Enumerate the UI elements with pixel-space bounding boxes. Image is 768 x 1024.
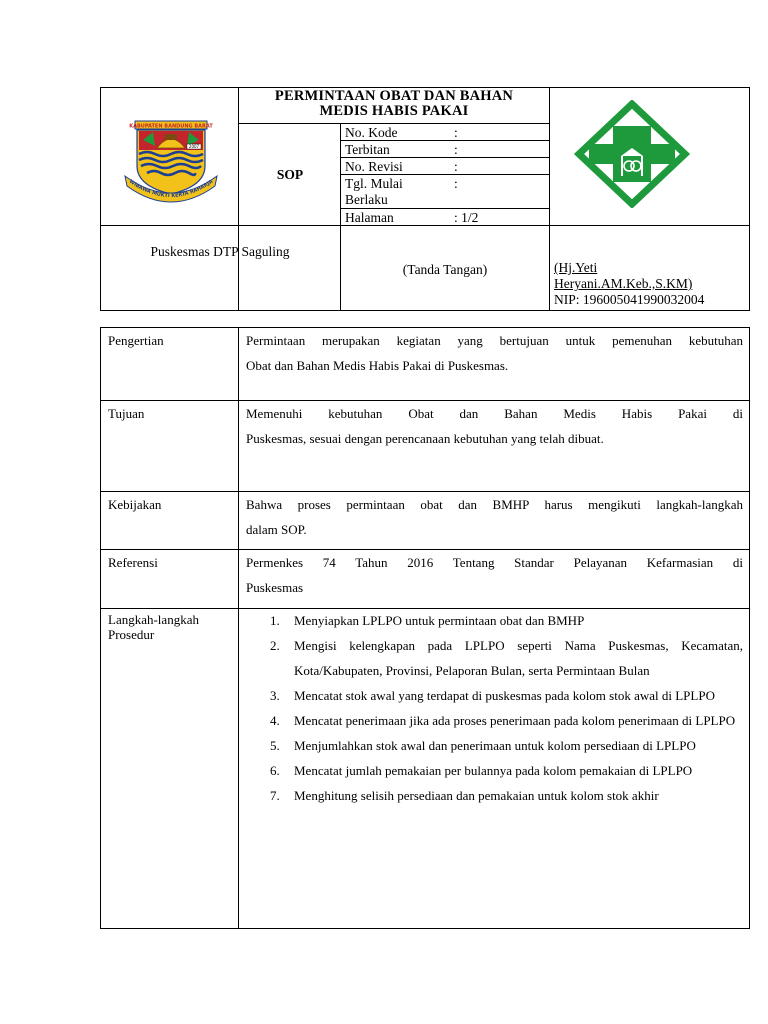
title-line-2: MEDIS HABIS PAKAI (319, 103, 469, 119)
section-text-tujuan (246, 401, 743, 451)
procedure-step (246, 633, 743, 683)
meta-row-terbitan (341, 142, 549, 157)
divider (340, 140, 549, 141)
step-text: Mencatat jumlah pemakaian per bulannya pada kolom pemakaian di LPLPO (294, 763, 693, 778)
text-line: Bahwa proses permintaan obat dan BMHP harus mengikuti langkah-langkah (246, 497, 743, 512)
seal-year: 2007 (188, 144, 200, 149)
section-text-pengertian (246, 328, 743, 378)
meta-label-line-2: Berlaku (345, 192, 388, 207)
text-line: Puskesmas (246, 580, 304, 595)
section-label-tujuan: Tujuan (108, 406, 145, 421)
signer-name-line-2: Heryani.AM.Keb.,S.KM) (554, 276, 693, 291)
divider (340, 174, 549, 175)
meta-label: No. Revisi (345, 159, 403, 174)
procedure-step (246, 608, 743, 633)
kabupaten-seal-logo (121, 118, 221, 208)
meta-label: Tgl. Mulai (345, 176, 403, 191)
puskesmas-logo (573, 100, 691, 208)
sop-header-table (100, 87, 750, 311)
divider (340, 208, 549, 209)
meta-value: : 1/2 (454, 210, 479, 225)
meta-row-no-revisi (341, 159, 549, 174)
meta-value: : (454, 142, 458, 157)
text-line: dalam SOP. (246, 522, 307, 537)
text-line: Permenkes 74 Tahun 2016 Tentang Standar Pelayanan Kefarmasian di (246, 555, 743, 570)
procedure-step (246, 758, 743, 783)
meta-value: : (454, 176, 458, 191)
step-number: 5. (270, 738, 280, 753)
seal-motto: WIBAWA MUKTI KERTA RAHARJA (127, 178, 215, 200)
divider (340, 157, 549, 158)
section-label-referensi: Referensi (108, 555, 158, 570)
signer-nip: NIP: 196005041990032004 (554, 292, 705, 307)
sop-content-table (100, 327, 750, 929)
title-line-1: PERMINTAAN OBAT DAN BAHAN (274, 88, 514, 104)
section-label-pengertian: Pengertian (108, 333, 164, 348)
step-text: Mengisi kelengkapan pada LPLPO seperti Nama Puskesmas, Kecamatan, Kota/Kabupaten, Provinsi, Pelaporan Bulan, serta Permintaan Bulan (294, 638, 743, 678)
seal-top-text: KABUPATEN BANDUNG BARAT (129, 123, 213, 130)
procedure-step (246, 783, 743, 808)
label-line: Prosedur (108, 627, 155, 642)
procedure-steps (246, 608, 743, 808)
text-line: Obat dan Bahan Medis Habis Pakai di Puskesmas. (246, 358, 509, 373)
label-line: Langkah-langkah (108, 612, 199, 627)
step-number: 6. (270, 763, 280, 778)
step-number: 3. (270, 688, 280, 703)
document-title (239, 88, 549, 119)
procedure-step (246, 683, 743, 708)
text-line: Permintaan merupakan kegiatan yang bertujuan untuk pemenuhan kebutuhan (246, 333, 743, 348)
step-text: Menyiapkan LPLPO untuk permintaan obat dan BMHP (294, 613, 585, 628)
meta-row-halaman (341, 210, 549, 225)
signer-name-line-1: (Hj.Yeti (554, 260, 598, 275)
step-number: 2. (270, 638, 280, 653)
step-number: 4. (270, 713, 280, 728)
step-text: Menghitung selisih persediaan dan pemakaian untuk kolom stok akhir (294, 788, 659, 803)
meta-label: Halaman (345, 210, 394, 225)
divider (549, 88, 550, 310)
step-number: 1. (270, 613, 280, 628)
meta-row-tgl-mulai-berlaku (341, 176, 549, 208)
doc-type-label: SOP (276, 167, 304, 182)
step-number: 7. (270, 788, 280, 803)
divider (238, 328, 239, 928)
step-text: Menjumlahkan stok awal dan penerimaan untuk kolom persediaan di LPLPO (294, 738, 696, 753)
text-line: Memenuhi kebutuhan Obat dan Bahan Medis Habis Pakai di (246, 406, 743, 421)
step-text: Mencatat penerimaan jika ada proses penerimaan pada kolom penerimaan di LPLPO (294, 713, 736, 728)
text-line: Puskesmas, sesuai dengan perencanaan kebutuhan yang telah dibuat. (246, 431, 604, 446)
meta-value: : (454, 125, 458, 140)
meta-label: No. Kode (345, 125, 398, 140)
meta-value: : (454, 159, 458, 174)
signer-block (554, 260, 749, 308)
meta-label: Terbitan (345, 142, 390, 157)
procedure-step (246, 708, 743, 733)
procedure-step (246, 733, 743, 758)
step-text: Mencatat stok awal yang terdapat di puskesmas pada kolom stok awal di LPLPO (294, 688, 715, 703)
divider (101, 225, 749, 226)
section-text-kebijakan (246, 492, 743, 542)
meta-row-no-kode (341, 125, 549, 140)
section-text-referensi (246, 550, 743, 600)
section-label-kebijakan: Kebijakan (108, 497, 162, 512)
signature-placeholder: (Tanda Tangan) (402, 262, 488, 277)
institution-name: Puskesmas DTP Saguling (150, 244, 290, 259)
section-label-prosedur (108, 612, 199, 642)
